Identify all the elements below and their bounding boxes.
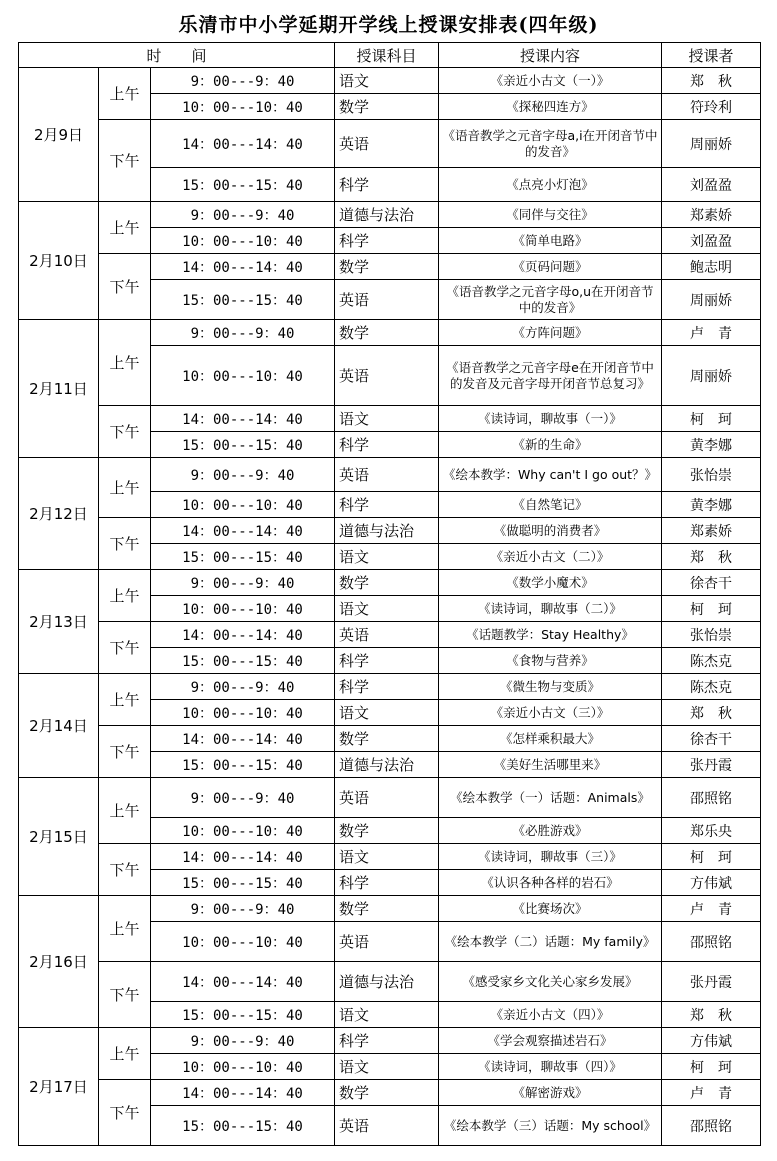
content-cell: 《绘本教学（三）话题：My school》 <box>439 1106 662 1146</box>
subject-cell: 英语 <box>335 622 439 648</box>
period-am: 上午 <box>99 570 151 622</box>
teacher-cell: 郑 秋 <box>662 1002 761 1028</box>
time-cell: 15：00---15：40 <box>151 870 335 896</box>
teacher-cell: 符玲利 <box>662 94 761 120</box>
date-cell: 2月9日 <box>19 68 99 202</box>
date-cell: 2月12日 <box>19 458 99 570</box>
teacher-cell: 周丽娇 <box>662 120 761 168</box>
header-subject: 授课科目 <box>335 43 439 68</box>
period-am: 上午 <box>99 896 151 962</box>
time-cell: 9：00---9：40 <box>151 68 335 94</box>
period-am: 上午 <box>99 68 151 120</box>
teacher-cell: 郑 秋 <box>662 68 761 94</box>
content-cell: 《亲近小古文（一）》 <box>439 68 662 94</box>
subject-cell: 语文 <box>335 68 439 94</box>
time-cell: 14：00---14：40 <box>151 622 335 648</box>
subject-cell: 英语 <box>335 778 439 818</box>
time-cell: 15：00---15：40 <box>151 168 335 202</box>
time-cell: 15：00---15：40 <box>151 1106 335 1146</box>
content-cell: 《点亮小灯泡》 <box>439 168 662 202</box>
period-pm: 下午 <box>99 726 151 778</box>
table-row <box>19 896 761 922</box>
content-cell: 《绘本教学（二）话题：My family》 <box>439 922 662 962</box>
subject-cell: 语文 <box>335 544 439 570</box>
teacher-cell: 郑 秋 <box>662 544 761 570</box>
table-row <box>19 254 761 280</box>
subject-cell: 科学 <box>335 168 439 202</box>
table-row <box>19 622 761 648</box>
teacher-cell: 周丽娇 <box>662 280 761 320</box>
time-cell: 10：00---10：40 <box>151 94 335 120</box>
table-row <box>19 674 761 700</box>
time-cell: 9：00---9：40 <box>151 896 335 922</box>
content-cell: 《方阵问题》 <box>439 320 662 346</box>
content-cell: 《学会观察描述岩石》 <box>439 1028 662 1054</box>
period-pm: 下午 <box>99 406 151 458</box>
content-cell: 《语音教学之元音字母o,u在开闭音节中的发音》 <box>439 280 662 320</box>
subject-cell: 数学 <box>335 254 439 280</box>
teacher-cell: 郑素娇 <box>662 202 761 228</box>
subject-cell: 数学 <box>335 818 439 844</box>
content-cell: 《微生物与变质》 <box>439 674 662 700</box>
subject-cell: 道德与法治 <box>335 752 439 778</box>
time-cell: 10：00---10：40 <box>151 818 335 844</box>
subject-cell: 数学 <box>335 896 439 922</box>
subject-cell: 语文 <box>335 1002 439 1028</box>
teacher-cell: 徐杏干 <box>662 726 761 752</box>
content-cell: 《认识各种各样的岩石》 <box>439 870 662 896</box>
time-cell: 15：00---15：40 <box>151 544 335 570</box>
teacher-cell: 张丹霞 <box>662 752 761 778</box>
teacher-cell: 卢 青 <box>662 320 761 346</box>
content-cell: 《读诗词，聊故事（三）》 <box>439 844 662 870</box>
time-cell: 9：00---9：40 <box>151 778 335 818</box>
time-cell: 14：00---14：40 <box>151 518 335 544</box>
time-cell: 15：00---15：40 <box>151 752 335 778</box>
period-pm: 下午 <box>99 518 151 570</box>
time-cell: 14：00---14：40 <box>151 726 335 752</box>
table-row <box>19 962 761 1002</box>
subject-cell: 英语 <box>335 280 439 320</box>
time-cell: 14：00---14：40 <box>151 406 335 432</box>
time-cell: 14：00---14：40 <box>151 1080 335 1106</box>
time-cell: 14：00---14：40 <box>151 254 335 280</box>
teacher-cell: 方伟斌 <box>662 870 761 896</box>
period-am: 上午 <box>99 674 151 726</box>
subject-cell: 数学 <box>335 1080 439 1106</box>
time-cell: 14：00---14：40 <box>151 120 335 168</box>
teacher-cell: 陈杰克 <box>662 674 761 700</box>
period-pm: 下午 <box>99 120 151 202</box>
content-cell: 《绘本教学：Why can't I go out？》 <box>439 458 662 492</box>
date-cell: 2月14日 <box>19 674 99 778</box>
subject-cell: 语文 <box>335 406 439 432</box>
date-cell: 2月10日 <box>19 202 99 320</box>
schedule-table <box>18 42 761 1146</box>
content-cell: 《比赛场次》 <box>439 896 662 922</box>
header-content: 授课内容 <box>439 43 662 68</box>
period-pm: 下午 <box>99 254 151 320</box>
page-title: 乐清市中小学延期开学线上授课安排表(四年级) <box>178 14 599 36</box>
table-row <box>19 778 761 818</box>
subject-cell: 数学 <box>335 726 439 752</box>
subject-cell: 科学 <box>335 492 439 518</box>
content-cell: 《感受家乡文化关心家乡发展》 <box>439 962 662 1002</box>
subject-cell: 道德与法治 <box>335 202 439 228</box>
teacher-cell: 邵照铭 <box>662 1106 761 1146</box>
teacher-cell: 刘盈盈 <box>662 228 761 254</box>
table-row <box>19 202 761 228</box>
teacher-cell: 黄李娜 <box>662 432 761 458</box>
subject-cell: 语文 <box>335 1054 439 1080</box>
time-cell: 9：00---9：40 <box>151 458 335 492</box>
content-cell: 《亲近小古文（四）》 <box>439 1002 662 1028</box>
period-am: 上午 <box>99 778 151 844</box>
teacher-cell: 黄李娜 <box>662 492 761 518</box>
content-cell: 《简单电路》 <box>439 228 662 254</box>
subject-cell: 数学 <box>335 570 439 596</box>
teacher-cell: 郑乐央 <box>662 818 761 844</box>
time-cell: 10：00---10：40 <box>151 700 335 726</box>
subject-cell: 科学 <box>335 432 439 458</box>
header-time: 时 间 <box>19 43 335 68</box>
period-pm: 下午 <box>99 962 151 1028</box>
time-cell: 10：00---10：40 <box>151 596 335 622</box>
time-cell: 10：00---10：40 <box>151 922 335 962</box>
content-cell: 《亲近小古文（三）》 <box>439 700 662 726</box>
content-cell: 《读诗词，聊故事（二）》 <box>439 596 662 622</box>
table-row <box>19 406 761 432</box>
teacher-cell: 邵照铭 <box>662 922 761 962</box>
teacher-cell: 张怡崇 <box>662 458 761 492</box>
teacher-cell: 张怡崇 <box>662 622 761 648</box>
time-cell: 9：00---9：40 <box>151 320 335 346</box>
content-cell: 《解密游戏》 <box>439 1080 662 1106</box>
teacher-cell: 柯 珂 <box>662 406 761 432</box>
subject-cell: 道德与法治 <box>335 962 439 1002</box>
subject-cell: 语文 <box>335 844 439 870</box>
content-cell: 《新的生命》 <box>439 432 662 458</box>
teacher-cell: 鲍志明 <box>662 254 761 280</box>
date-cell: 2月15日 <box>19 778 99 896</box>
content-cell: 《做聪明的消费者》 <box>439 518 662 544</box>
teacher-cell: 方伟斌 <box>662 1028 761 1054</box>
period-pm: 下午 <box>99 844 151 896</box>
date-cell: 2月16日 <box>19 896 99 1028</box>
table-row <box>19 458 761 492</box>
content-cell: 《语音教学之元音字母a,i在开闭音节中的发音》 <box>439 120 662 168</box>
subject-cell: 科学 <box>335 870 439 896</box>
subject-cell: 科学 <box>335 228 439 254</box>
table-row <box>19 518 761 544</box>
table-row <box>19 120 761 168</box>
content-cell: 《读诗词，聊故事（四）》 <box>439 1054 662 1080</box>
time-cell: 14：00---14：40 <box>151 844 335 870</box>
date-cell: 2月17日 <box>19 1028 99 1146</box>
content-cell: 《绘本教学（一）话题：Animals》 <box>439 778 662 818</box>
teacher-cell: 周丽娇 <box>662 346 761 406</box>
time-cell: 9：00---9：40 <box>151 674 335 700</box>
subject-cell: 科学 <box>335 1028 439 1054</box>
teacher-cell: 柯 珂 <box>662 844 761 870</box>
content-cell: 《探秘四连方》 <box>439 94 662 120</box>
period-am: 上午 <box>99 458 151 518</box>
period-pm: 下午 <box>99 1080 151 1146</box>
content-cell: 《自然笔记》 <box>439 492 662 518</box>
table-row <box>19 844 761 870</box>
subject-cell: 道德与法治 <box>335 518 439 544</box>
date-cell: 2月13日 <box>19 570 99 674</box>
teacher-cell: 邵照铭 <box>662 778 761 818</box>
time-cell: 10：00---10：40 <box>151 228 335 254</box>
period-pm: 下午 <box>99 622 151 674</box>
period-am: 上午 <box>99 1028 151 1080</box>
time-cell: 15：00---15：40 <box>151 1002 335 1028</box>
content-cell: 《美好生活哪里来》 <box>439 752 662 778</box>
time-cell: 10：00---10：40 <box>151 1054 335 1080</box>
content-cell: 《同伴与交往》 <box>439 202 662 228</box>
teacher-cell: 刘盈盈 <box>662 168 761 202</box>
teacher-cell: 郑素娇 <box>662 518 761 544</box>
header-teacher: 授课者 <box>662 43 761 68</box>
content-cell: 《亲近小古文（二）》 <box>439 544 662 570</box>
content-cell: 《读诗词，聊故事（一）》 <box>439 406 662 432</box>
teacher-cell: 陈杰克 <box>662 648 761 674</box>
table-row <box>19 1028 761 1054</box>
subject-cell: 数学 <box>335 320 439 346</box>
teacher-cell: 柯 珂 <box>662 1054 761 1080</box>
subject-cell: 英语 <box>335 1106 439 1146</box>
table-row <box>19 570 761 596</box>
header-row <box>19 43 761 68</box>
time-cell: 14：00---14：40 <box>151 962 335 1002</box>
table-row <box>19 726 761 752</box>
teacher-cell: 柯 珂 <box>662 596 761 622</box>
subject-cell: 语文 <box>335 596 439 622</box>
subject-cell: 英语 <box>335 922 439 962</box>
teacher-cell: 郑 秋 <box>662 700 761 726</box>
content-cell: 《数学小魔术》 <box>439 570 662 596</box>
subject-cell: 科学 <box>335 648 439 674</box>
time-cell: 9：00---9：40 <box>151 570 335 596</box>
content-cell: 《语音教学之元音字母e在开闭音节中的发音及元音字母开闭音节总复习》 <box>439 346 662 406</box>
content-cell: 《怎样乘积最大》 <box>439 726 662 752</box>
time-cell: 10：00---10：40 <box>151 492 335 518</box>
table-row <box>19 1080 761 1106</box>
time-cell: 9：00---9：40 <box>151 202 335 228</box>
subject-cell: 英语 <box>335 458 439 492</box>
time-cell: 15：00---15：40 <box>151 432 335 458</box>
time-cell: 9：00---9：40 <box>151 1028 335 1054</box>
time-cell: 15：00---15：40 <box>151 648 335 674</box>
subject-cell: 数学 <box>335 94 439 120</box>
teacher-cell: 张丹霞 <box>662 962 761 1002</box>
subject-cell: 英语 <box>335 346 439 406</box>
teacher-cell: 卢 青 <box>662 1080 761 1106</box>
subject-cell: 科学 <box>335 674 439 700</box>
time-cell: 15：00---15：40 <box>151 280 335 320</box>
table-row <box>19 68 761 94</box>
content-cell: 《食物与营养》 <box>439 648 662 674</box>
period-am: 上午 <box>99 202 151 254</box>
content-cell: 《必胜游戏》 <box>439 818 662 844</box>
content-cell: 《话题教学：Stay Healthy》 <box>439 622 662 648</box>
date-cell: 2月11日 <box>19 320 99 458</box>
subject-cell: 英语 <box>335 120 439 168</box>
table-row <box>19 320 761 346</box>
subject-cell: 语文 <box>335 700 439 726</box>
teacher-cell: 徐杏干 <box>662 570 761 596</box>
period-am: 上午 <box>99 320 151 406</box>
teacher-cell: 卢 青 <box>662 896 761 922</box>
content-cell: 《页码问题》 <box>439 254 662 280</box>
time-cell: 10：00---10：40 <box>151 346 335 406</box>
